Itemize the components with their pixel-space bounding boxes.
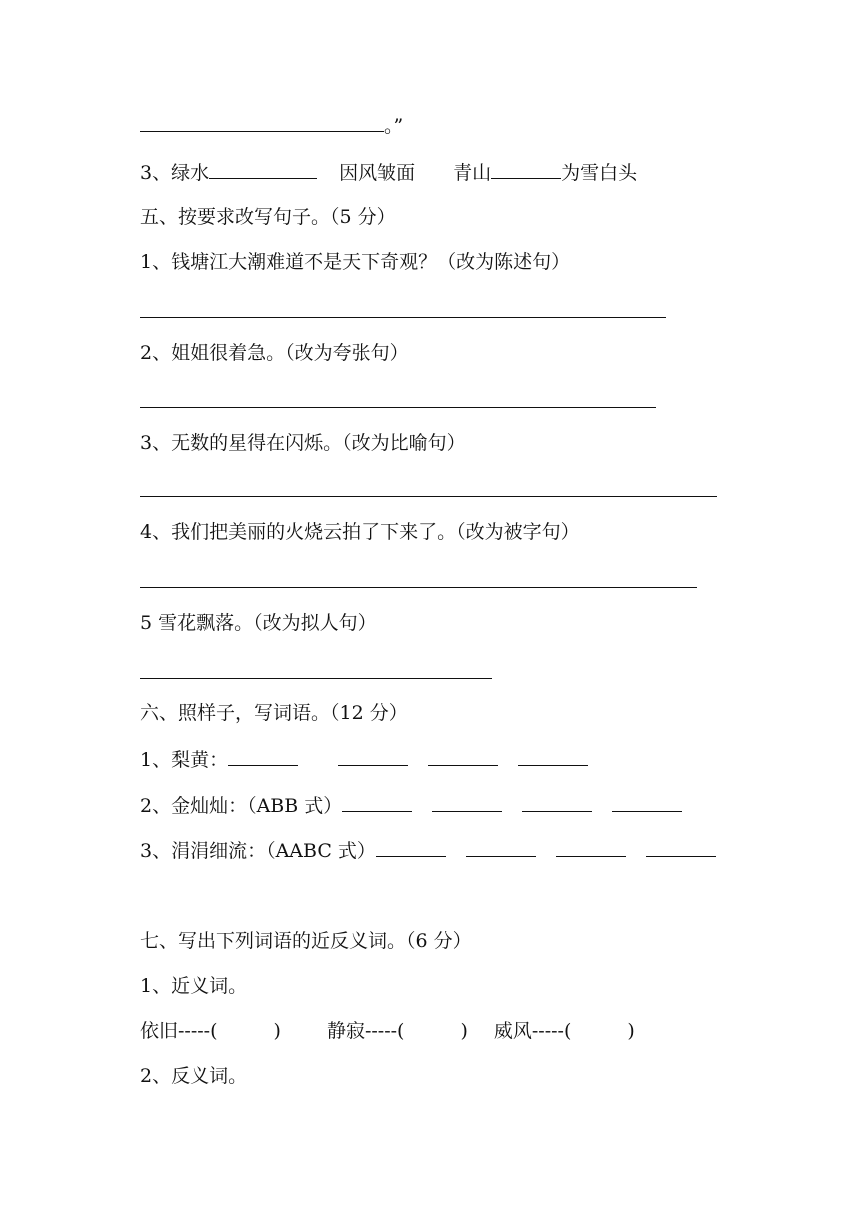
paren-close: ) (460, 1020, 468, 1042)
word-blank[interactable] (522, 793, 592, 812)
s5-answer-line-2[interactable] (140, 407, 656, 408)
word-blank[interactable] (376, 838, 446, 857)
word-blank[interactable] (518, 747, 588, 766)
word-blank[interactable] (342, 793, 412, 812)
s6-q1-label: 1、梨黄： (140, 749, 229, 771)
synonym-row (140, 1019, 635, 1043)
couplet-item-3 (140, 160, 637, 185)
word-blank[interactable] (432, 793, 502, 812)
s5-answer-line-3[interactable] (140, 496, 717, 497)
couplet-left-label: 3、绿水 (140, 162, 210, 184)
synonym-word-1: 依旧-----( (140, 1020, 218, 1042)
line-tail: 。” (384, 115, 404, 137)
answer-line-continuation (140, 113, 403, 138)
s5-question-3: 3、无数的星得在闪烁。（改为比喻句） (140, 432, 466, 454)
word-blank[interactable] (428, 747, 498, 766)
answer-blank[interactable] (140, 113, 384, 132)
couplet-blank-2[interactable] (491, 160, 561, 179)
s5-question-2: 2、姐姐很着急。（改为夸张句） (140, 342, 409, 364)
section-7-title: 七、写出下列词语的近反义词。（6 分） (140, 930, 472, 952)
s6-question-3 (140, 838, 716, 863)
s6-question-1 (140, 747, 588, 772)
word-blank[interactable] (466, 838, 536, 857)
couplet-right-rest: 为雪白头 (561, 162, 638, 184)
section-5-title: 五、按要求改写句子。（5 分） (140, 206, 396, 228)
s5-question-5: 5 雪花飘落。（改为拟人句） (140, 612, 377, 634)
paren-close: ) (627, 1020, 635, 1042)
s5-answer-line-5[interactable] (140, 678, 492, 679)
word-blank[interactable] (228, 747, 298, 766)
s5-answer-line-1[interactable] (140, 317, 666, 318)
couplet-left-rest: 因风皱面 (339, 162, 416, 184)
paren-close: ) (273, 1020, 281, 1042)
s7-subtitle-antonyms: 2、反义词。 (140, 1065, 248, 1087)
section-6-title: 六、照样子，写词语。（12 分） (140, 702, 408, 724)
s6-q2-label: 2、金灿灿：（ABB 式） (140, 795, 343, 817)
s6-question-2 (140, 793, 682, 818)
couplet-right-label: 青山 (453, 162, 492, 184)
word-blank[interactable] (338, 747, 408, 766)
synonym-word-3: 威风-----( (493, 1020, 572, 1042)
word-blank[interactable] (556, 838, 626, 857)
s5-answer-line-4[interactable] (140, 587, 697, 588)
couplet-blank-1[interactable] (209, 160, 317, 179)
word-blank[interactable] (612, 793, 682, 812)
word-blank[interactable] (646, 838, 716, 857)
s5-question-4: 4、我们把美丽的火烧云拍了下来了。（改为被字句） (140, 521, 580, 543)
s6-q3-label: 3、涓涓细流：（AABC 式） (140, 840, 376, 862)
synonym-word-2: 静寂-----( (326, 1020, 405, 1042)
s5-question-1: 1、钱塘江大潮难道不是天下奇观？（改为陈述句） (140, 251, 571, 273)
s7-subtitle-synonyms: 1、近义词。 (140, 975, 248, 997)
